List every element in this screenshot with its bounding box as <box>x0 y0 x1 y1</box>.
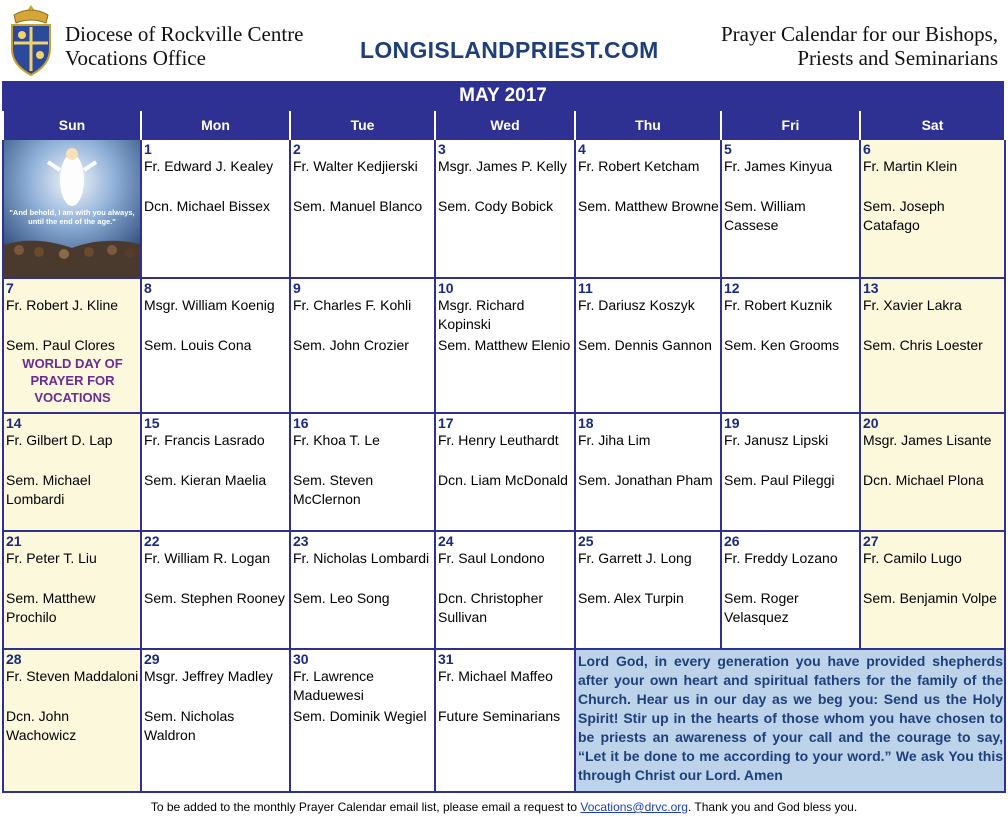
prayer-name: Fr. Robert Ketcham <box>578 158 700 174</box>
prayer-name: Sem. Matthew Prochilo <box>6 590 96 625</box>
prayer-name: Fr. Martin Klein <box>863 158 958 174</box>
week-row <box>3 649 1005 792</box>
vocation-prayer: Lord God, in every generation you have provided shepherds after your own heart and spiritual fathers for the family of the Church. Hear us in our day as we beg you: Send us the Holy Spirit! Stir up in the hearts of those whom you have chosen to be priests an awareness of your call and the courage to say, “Let it be done to me according to your word.” We ask You this through Christ our Lord. Amen <box>575 649 1005 792</box>
prayer-name: Fr. Saul Londono <box>438 550 545 566</box>
prayer-name: Fr. William R. Logan <box>144 550 271 566</box>
day-cell <box>435 531 575 649</box>
prayer-name: Fr. Robert J. Kline <box>6 297 119 313</box>
prayer-name: Dcn. Liam McDonald <box>438 472 568 488</box>
day-cell <box>290 413 435 531</box>
prayer-name: Dcn. Michael Plona <box>863 472 984 488</box>
day-cell <box>3 413 141 531</box>
prayer-name: Sem. Louis Cona <box>144 337 252 353</box>
day-cell <box>860 139 1005 278</box>
prayer-name: Sem. Ken Grooms <box>724 337 840 353</box>
prayer-name: Sem. William Cassese <box>724 198 806 233</box>
prayer-name: Fr. Lawrence Maduewesi <box>293 668 374 703</box>
weekday-thu: Thu <box>575 111 721 139</box>
week-row <box>3 413 1005 531</box>
day-number: 15 <box>144 415 160 431</box>
weekday-tue: Tue <box>290 111 435 139</box>
prayer-name: Fr. Edward J. Kealey <box>144 158 274 174</box>
diocese-crest-logo <box>2 3 60 79</box>
world-day-of-prayer-note: WORLD DAY OF PRAYER FOR VOCATIONS <box>22 356 123 405</box>
prayer-name: Fr. Dariusz Koszyk <box>578 297 695 313</box>
prayer-name: Msgr. Richard Kopinski <box>438 297 525 332</box>
day-cell <box>141 649 290 792</box>
prayer-name: Fr. Garrett J. Long <box>578 550 692 566</box>
prayer-name: Sem. Roger Velasquez <box>724 590 799 625</box>
weekday-wed: Wed <box>435 111 575 139</box>
day-cell <box>575 531 721 649</box>
prayer-name: Fr. Steven Maddaloni <box>6 668 139 684</box>
day-number: 4 <box>578 141 586 157</box>
day-number: 27 <box>863 533 879 549</box>
prayer-name: Fr. Michael Maffeo <box>438 668 553 684</box>
day-cell <box>435 413 575 531</box>
day-number: 3 <box>438 141 446 157</box>
prayer-name: Fr. Francis Lasrado <box>144 432 265 448</box>
prayer-name: Msgr. William Koenig <box>144 297 275 313</box>
day-cell <box>435 278 575 413</box>
prayer-name: Sem. Dennis Gannon <box>578 337 712 353</box>
day-number: 20 <box>863 415 879 431</box>
prayer-name: Dcn. Christopher Sullivan <box>438 590 544 625</box>
prayer-name: Fr. James Kinyua <box>724 158 833 174</box>
day-number: 2 <box>293 141 301 157</box>
prayer-name: Sem. Cody Bobick <box>438 198 554 214</box>
prayer-name: Dcn. John Wachowicz <box>6 708 77 743</box>
prayer-name: Sem. John Crozier <box>293 337 409 353</box>
day-cell <box>141 278 290 413</box>
prayer-name: Fr. Nicholas Lombardi <box>293 550 430 566</box>
calendar-title: Prayer Calendar for our Bishops, Priests and Seminarians <box>720 22 998 70</box>
prayer-name: Sem. Benjamin Volpe <box>863 590 997 606</box>
day-number: 29 <box>144 651 160 667</box>
prayer-name: Fr. Camilo Lugo <box>863 550 962 566</box>
ascension-image <box>3 139 141 278</box>
prayer-name: Fr. Jiha Lim <box>578 432 651 448</box>
day-cell <box>290 139 435 278</box>
day-cell <box>575 413 721 531</box>
month-title: MAY 2017 <box>2 81 1004 111</box>
weekday-mon: Mon <box>141 111 290 139</box>
week-row <box>3 531 1005 649</box>
day-number: 22 <box>144 533 160 549</box>
prayer-name: Sem. Steven McClernon <box>293 472 374 507</box>
week-row <box>3 278 1005 413</box>
prayer-name: Fr. Peter T. Liu <box>6 550 97 566</box>
day-number: 13 <box>863 280 879 296</box>
prayer-name: Fr. Xavier Lakra <box>863 297 962 313</box>
day-number: 31 <box>438 651 454 667</box>
day-cell <box>290 649 435 792</box>
day-number: 10 <box>438 280 454 296</box>
day-number: 19 <box>724 415 740 431</box>
prayer-name: Fr. Janusz Lipski <box>724 432 829 448</box>
day-cell <box>721 531 860 649</box>
prayer-name: Fr. Henry Leuthardt <box>438 432 559 448</box>
day-cell <box>141 139 290 278</box>
diocese-name: Diocese of Rockville Centre Vocations Office <box>65 22 304 70</box>
image-caption: "And behold, I am with you always, until the end of the age." <box>9 208 135 226</box>
prayer-name: Sem. Paul Pileggi <box>724 472 835 488</box>
day-number: 5 <box>724 141 732 157</box>
prayer-name: Sem. Jonathan Pham <box>578 472 713 488</box>
prayer-name: Sem. Stephen Rooney <box>144 590 285 606</box>
day-cell <box>721 278 860 413</box>
day-number: 8 <box>144 280 152 296</box>
day-number: 21 <box>6 533 22 549</box>
day-cell <box>435 649 575 792</box>
day-number: 17 <box>438 415 454 431</box>
day-number: 1 <box>144 141 152 157</box>
day-number: 26 <box>724 533 740 549</box>
footer-text: To be added to the monthly Prayer Calendar email list, please email a request to <box>150 800 581 814</box>
prayer-name: Fr. Khoa T. Le <box>293 432 380 448</box>
prayer-name: Msgr. James Lisante <box>863 432 992 448</box>
day-cell <box>575 278 721 413</box>
prayer-name: Msgr. James P. Kelly <box>438 158 567 174</box>
day-cell <box>721 413 860 531</box>
day-cell <box>435 139 575 278</box>
prayer-name: Fr. Gilbert D. Lap <box>6 432 113 448</box>
prayer-name: Sem. Matthew Browne <box>578 198 719 214</box>
email-link[interactable]: Vocations@drvc.org <box>580 800 688 814</box>
day-number: 9 <box>293 280 301 296</box>
day-number: 6 <box>863 141 871 157</box>
day-cell <box>860 278 1005 413</box>
day-cell <box>3 278 141 413</box>
day-cell <box>290 531 435 649</box>
prayer-name: Fr. Charles F. Kohli <box>293 297 412 313</box>
weekday-sun: Sun <box>3 111 141 139</box>
day-cell <box>721 139 860 278</box>
prayer-name: Sem. Matthew Elenio <box>438 337 571 353</box>
prayer-name: Sem. Nicholas Waldron <box>144 708 235 743</box>
day-number: 14 <box>6 415 22 431</box>
prayer-name: Sem. Alex Turpin <box>578 590 684 606</box>
day-number: 18 <box>578 415 594 431</box>
prayer-name: Sem. Kieran Maelia <box>144 472 267 488</box>
day-number: 25 <box>578 533 594 549</box>
week-row <box>3 139 1005 278</box>
day-cell <box>141 413 290 531</box>
prayer-name: Dcn. Michael Bissex <box>144 198 271 214</box>
prayer-name: Sem. Manuel Blanco <box>293 198 423 214</box>
prayer-name: Fr. Robert Kuznik <box>724 297 833 313</box>
day-number: 28 <box>6 651 22 667</box>
prayer-name: Sem. Michael Lombardi <box>6 472 91 507</box>
prayer-name: Future Seminarians <box>438 708 561 724</box>
weekday-sat: Sat <box>860 111 1005 139</box>
day-cell <box>860 413 1005 531</box>
footer-note <box>0 800 1008 814</box>
day-number: 23 <box>293 533 309 549</box>
day-number: 24 <box>438 533 454 549</box>
day-cell <box>141 531 290 649</box>
prayer-name: Sem. Dominik Wegiel <box>293 708 427 724</box>
prayer-name: Sem. Leo Song <box>293 590 390 606</box>
prayer-name: Fr. Walter Kedjierski <box>293 158 418 174</box>
calendar-grid <box>2 111 1006 793</box>
prayer-name: Sem. Joseph Catafago <box>863 198 945 233</box>
day-number: 16 <box>293 415 309 431</box>
footer-text-end: . Thank you and God bless you. <box>687 800 858 814</box>
prayer-name: Fr. Freddy Lozano <box>724 550 838 566</box>
day-cell <box>575 139 721 278</box>
site-url[interactable]: LONGISLANDPRIEST.COM <box>360 37 659 63</box>
day-cell <box>3 649 141 792</box>
prayer-name: Msgr. Jeffrey Madley <box>144 668 273 684</box>
day-cell <box>860 531 1005 649</box>
day-number: 11 <box>578 280 593 296</box>
prayer-name: Sem. Paul Clores <box>6 337 115 353</box>
page-header <box>0 0 1008 80</box>
prayer-name: Sem. Chris Loester <box>863 337 983 353</box>
day-number: 30 <box>293 651 309 667</box>
day-cell <box>3 531 141 649</box>
weekday-header-row <box>3 111 1005 139</box>
day-cell <box>290 278 435 413</box>
day-number: 7 <box>6 280 14 296</box>
day-number: 12 <box>724 280 740 296</box>
weekday-fri: Fri <box>721 111 860 139</box>
